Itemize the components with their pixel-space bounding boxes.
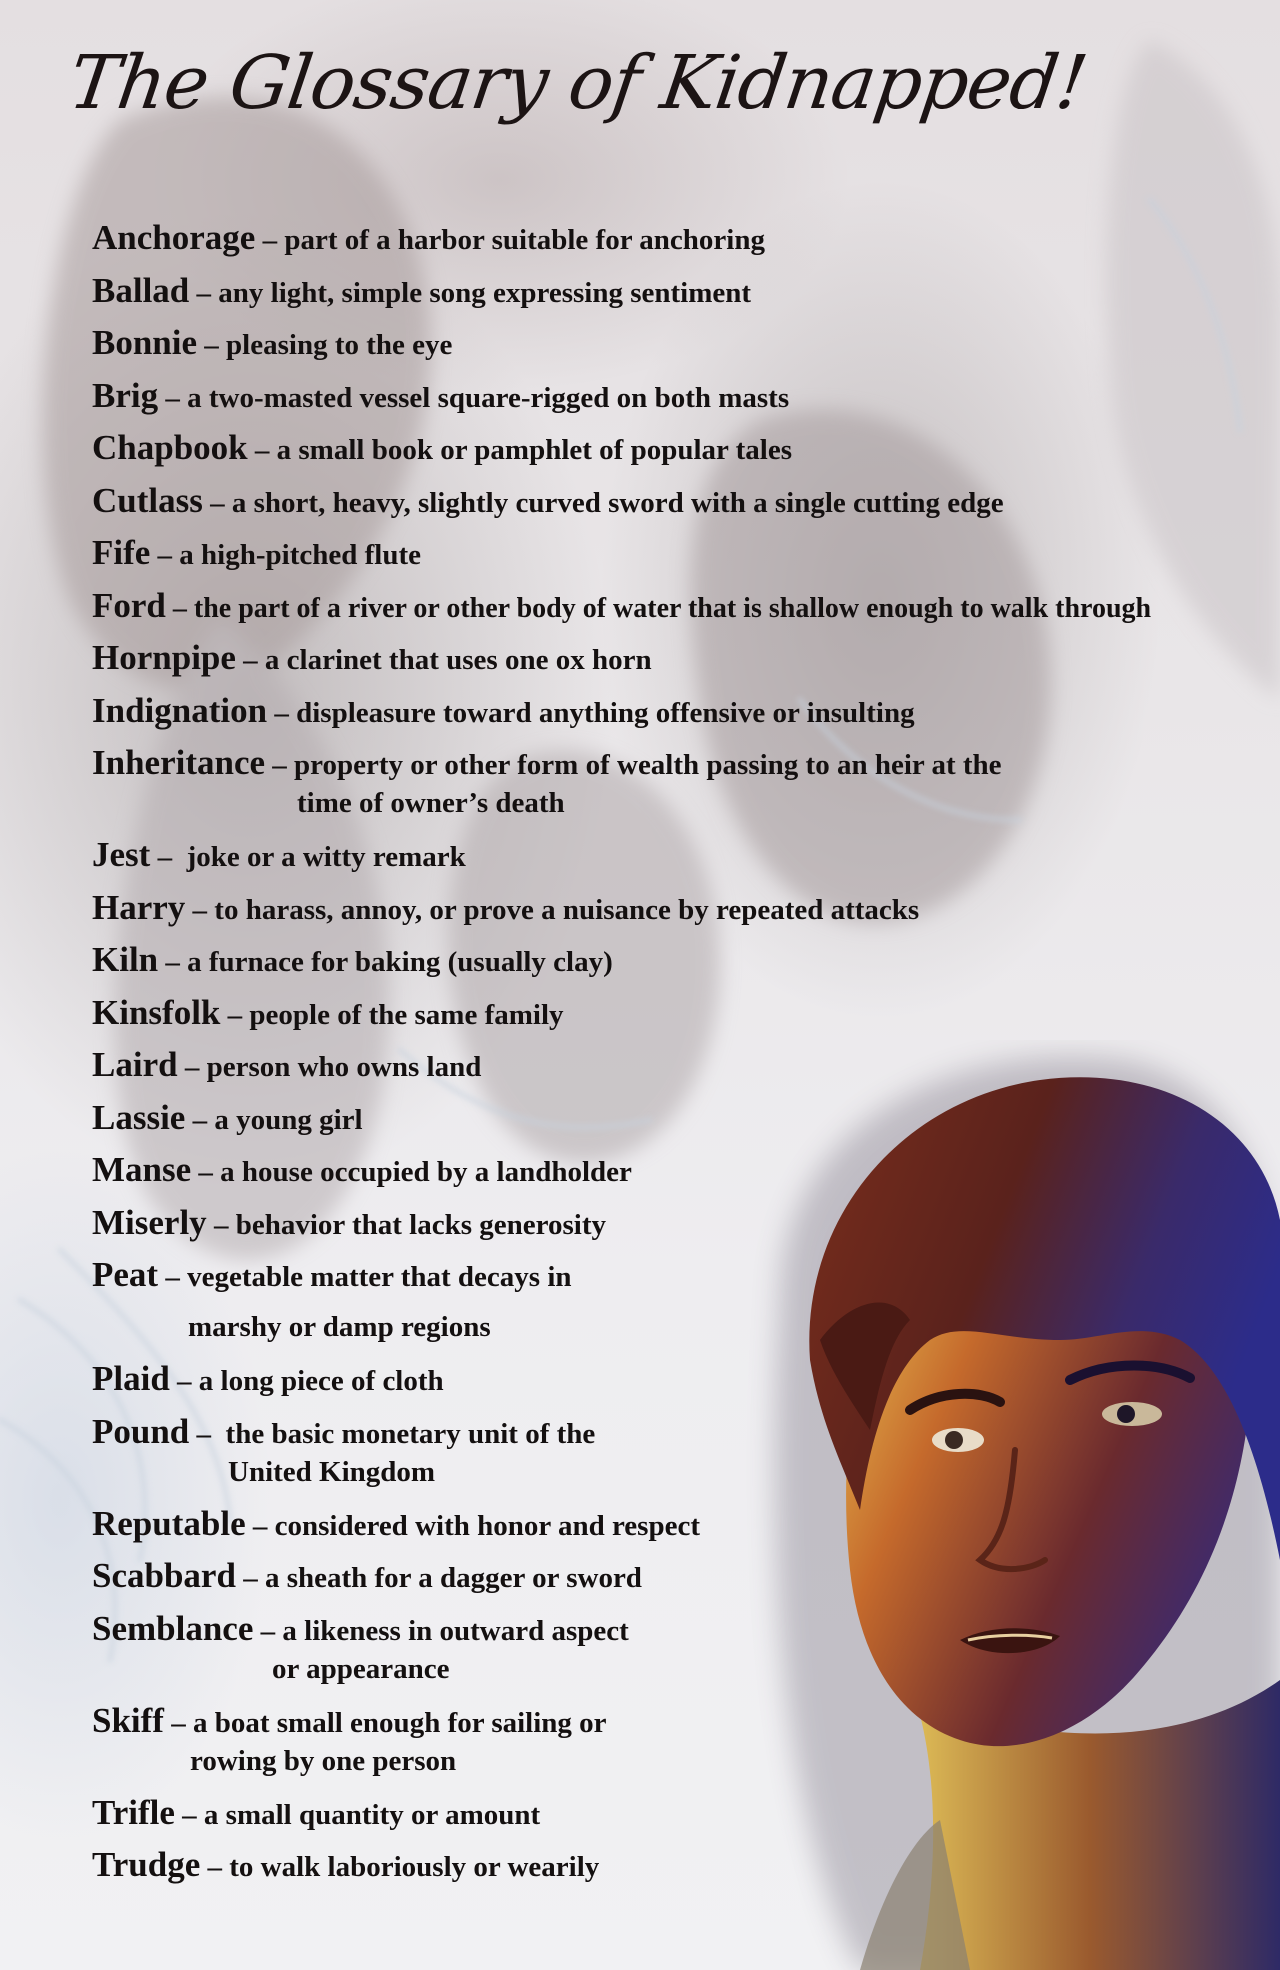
definition: any light, simple song expressing sentiment: [218, 276, 752, 309]
separator: –: [204, 329, 219, 361]
definition: person who owns land: [206, 1051, 482, 1083]
separator: –: [207, 1851, 222, 1883]
term: Inheritance: [92, 743, 266, 782]
glossary-entry-fife: [92, 533, 1252, 586]
definition: a sheath for a dagger or sword: [264, 1562, 642, 1594]
definition: pleasing to the eye: [226, 329, 453, 361]
glossary-entry-reputable: [92, 1504, 1252, 1557]
separator: –: [254, 434, 270, 466]
glossary-entry-peat: [92, 1255, 1252, 1359]
term: Brig: [92, 375, 159, 415]
glossary-entry-bonnie: [92, 323, 1252, 376]
term: Anchorage: [92, 218, 256, 257]
definition: a high-pitched flute: [179, 539, 421, 571]
separator: –: [157, 539, 173, 571]
term: Laird: [92, 1045, 178, 1084]
term: Peat: [92, 1255, 159, 1294]
separator: –: [210, 486, 225, 519]
separator: –: [165, 1261, 180, 1293]
definition: the part of a river or other body of water that is shallow enough to walk through: [193, 592, 1152, 624]
glossary-entry-chapbook: [92, 428, 1252, 481]
definition: a long piece of cloth: [198, 1365, 444, 1397]
separator: –: [243, 1562, 258, 1594]
definition: a small book or pamphlet of popular tales: [276, 434, 792, 466]
definition: to walk laboriously or wearily: [229, 1851, 600, 1883]
separator: –: [198, 1156, 213, 1188]
glossary-entry-miserly: [92, 1203, 1252, 1256]
term: Jest: [92, 835, 151, 874]
page-title: The Glossary of Kidnapped!: [63, 40, 1092, 126]
glossary-entry-trudge: [92, 1845, 1252, 1898]
term: Trudge: [92, 1845, 201, 1884]
glossary-entry-jest: [92, 835, 1252, 888]
separator: –: [196, 276, 212, 309]
term: Lassie: [92, 1097, 186, 1137]
glossary-entry-laird: [92, 1045, 1252, 1098]
definition: the basic monetary unit of the: [225, 1417, 596, 1450]
term: Ford: [92, 585, 166, 625]
term: Harry: [92, 887, 186, 927]
term: Miserly: [92, 1202, 207, 1242]
term: Cutlass: [92, 480, 203, 520]
separator: –: [157, 841, 173, 873]
definition: a small quantity or amount: [203, 1798, 541, 1831]
glossary-entry-brig: [92, 376, 1252, 429]
glossary-entry-ford: [92, 586, 1252, 639]
definition: joke or a witty remark: [186, 841, 466, 873]
glossary-entry-semblance: [92, 1609, 1252, 1701]
definition: a short, heavy, slightly curved sword with a single cutting edge: [231, 486, 1004, 519]
separator: –: [243, 644, 258, 676]
glossary-entry-cutlass: [92, 481, 1252, 534]
separator: –: [177, 1365, 192, 1397]
glossary-entry-trifle: [92, 1793, 1252, 1846]
glossary-entry-indignation: [92, 691, 1252, 744]
term: Chapbook: [92, 428, 248, 467]
glossary-entry-kiln: [92, 940, 1252, 993]
definition: a boat small enough for sailing or: [192, 1706, 607, 1739]
glossary-entry-kinsfolk: [92, 993, 1252, 1046]
term: Fife: [92, 533, 151, 572]
definition-continuation: rowing by one person: [190, 1744, 457, 1777]
glossary-entry-manse: [92, 1150, 1252, 1203]
glossary-entry-ballad: [92, 271, 1252, 324]
separator: –: [272, 749, 287, 781]
term: Ballad: [92, 270, 190, 310]
definition-continuation: or appearance: [272, 1652, 450, 1685]
separator: –: [171, 1706, 186, 1739]
definition: a likeness in outward aspect: [282, 1614, 629, 1647]
definition: behavior that lacks generosity: [235, 1208, 606, 1241]
definition: property or other form of wealth passing to an heir at the: [294, 749, 1002, 781]
glossary-entry-plaid: [92, 1359, 1252, 1412]
glossary-entry-harry: [92, 888, 1252, 941]
definition: vegetable matter that decays in: [187, 1261, 572, 1293]
term: Scabbard: [92, 1556, 236, 1595]
term: Semblance: [92, 1608, 254, 1648]
definition: a clarinet that uses one ox horn: [264, 644, 652, 676]
separator: –: [192, 1103, 208, 1136]
separator: –: [192, 893, 208, 926]
definition: considered with honor and respect: [274, 1509, 700, 1542]
definition-continuation: time of owner’s death: [297, 787, 565, 819]
separator: –: [184, 1051, 200, 1083]
term: Plaid: [92, 1359, 170, 1398]
definition: a young girl: [214, 1103, 363, 1136]
definition: a furnace for baking (usually clay): [187, 946, 613, 978]
term: Bonnie: [92, 323, 198, 362]
separator: –: [165, 381, 180, 414]
term: Kinsfolk: [92, 992, 221, 1032]
separator: –: [182, 1798, 197, 1831]
separator: –: [252, 1509, 268, 1542]
definition: displeasure toward anything offensive or insulting: [296, 696, 915, 729]
glossary-entry-pound: [92, 1412, 1252, 1504]
separator: –: [260, 1614, 276, 1647]
term: Indignation: [92, 690, 268, 730]
definition: to harass, annoy, or prove a nuisance by repeated attacks: [214, 893, 920, 926]
definition-continuation: marshy or damp regions: [188, 1311, 491, 1343]
definition: people of the same family: [249, 998, 564, 1031]
glossary-entry-hornpipe: [92, 638, 1252, 691]
glossary-entry-skiff: [92, 1701, 1252, 1793]
separator: –: [227, 998, 243, 1031]
separator: –: [274, 696, 289, 729]
term: Hornpipe: [92, 638, 236, 677]
definition: a two-masted vessel square-rigged on both masts: [187, 381, 790, 414]
glossary-entry-anchorage: [92, 218, 1252, 271]
definition: part of a harbor suitable for anchoring: [284, 224, 765, 256]
glossary-entry-lassie: [92, 1098, 1252, 1151]
separator: –: [196, 1417, 212, 1450]
separator: –: [172, 592, 187, 624]
separator: –: [262, 224, 278, 256]
term: Trifle: [92, 1792, 175, 1832]
term: Pound: [92, 1411, 190, 1451]
definition: a house occupied by a landholder: [220, 1156, 632, 1188]
separator: –: [213, 1208, 229, 1241]
glossary-entry-scabbard: [92, 1556, 1252, 1609]
definition-continuation: United Kingdom: [228, 1455, 436, 1488]
glossary-list: [92, 218, 1252, 1898]
term: Kiln: [92, 940, 159, 979]
term: Manse: [92, 1150, 192, 1189]
glossary-entry-inheritance: [92, 743, 1252, 835]
term: Skiff: [92, 1700, 164, 1740]
separator: –: [165, 946, 180, 978]
term: Reputable: [92, 1503, 246, 1543]
